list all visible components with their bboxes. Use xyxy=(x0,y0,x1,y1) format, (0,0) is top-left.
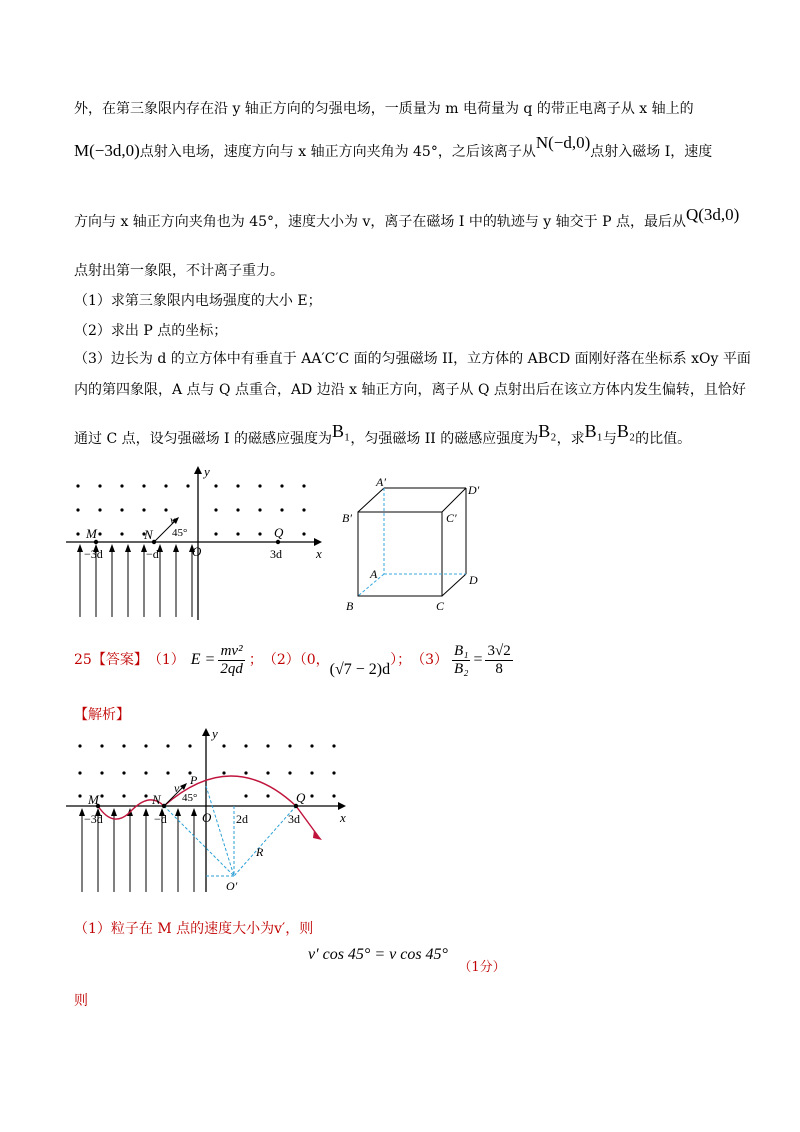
p-coordinate: (√7 − 2)d xyxy=(329,661,391,678)
problem-line-2 xyxy=(74,133,713,161)
label-a: A xyxy=(370,567,378,581)
label-angle: 45° xyxy=(172,527,188,539)
label-v: v xyxy=(170,513,176,527)
problem-line-1: 外，在第三象限内存在沿 y 轴正方向的匀强电场，一质量为 m 电荷量为 q 的带正电离子从 x 轴上的 xyxy=(74,101,694,117)
problem-line-3-text: 方向与 x 轴正方向夹角也为 45°，速度大小为 v，离子在磁场 I 中的轨迹与 y 轴交于 P 点，最后从 xyxy=(74,214,686,230)
y-axis-label: y xyxy=(204,464,210,479)
x-axis-label: x xyxy=(316,546,322,561)
label-q: Q xyxy=(274,525,284,540)
label-p: P xyxy=(190,773,198,787)
cube-diagram xyxy=(338,474,498,616)
answer-line xyxy=(74,640,513,680)
problem-line-4: 点射出第一象限，不计离子重力。 xyxy=(74,263,284,279)
answer-part-2-end: ）； xyxy=(390,652,412,668)
point-m: M(−3d,0) xyxy=(74,141,140,160)
field-diagram xyxy=(66,462,336,622)
e-numerator: mv² xyxy=(218,643,245,661)
tick-minus-d-2: −d xyxy=(154,812,167,826)
analysis-then: 则 xyxy=(74,993,88,1009)
question-3-text-e: 的比值。 xyxy=(635,431,692,447)
label-q-2: Q xyxy=(296,790,306,805)
label-m-2: M xyxy=(88,792,99,807)
tick-2d: 2d xyxy=(236,812,248,826)
problem-line-3 xyxy=(74,205,740,231)
label-o-2: O xyxy=(202,810,212,825)
label-angle-2: 45° xyxy=(182,792,198,804)
label-m: M xyxy=(86,526,97,541)
question-3-line-1: （3）边长为 d 的立方体中有垂直于 AA′C′C 面的匀强磁场 II，立方体的 ABCD 面刚好落在坐标系 xOy 平面 xyxy=(74,351,751,367)
label-c: C xyxy=(436,599,445,613)
label-o: O xyxy=(192,544,202,559)
question-1: （1）求第三象限内电场强度的大小 E； xyxy=(74,293,322,309)
tick-3d-2: 3d xyxy=(288,812,300,826)
equation-1: v′ cos 45° = v cos 45° xyxy=(308,946,448,963)
question-3-text-c: ，求 xyxy=(556,431,585,447)
problem-line-2a: 点射入电场，速度方向与 x 轴正方向夹角为 45°，之后该离子从 xyxy=(139,144,536,160)
problem-line-2b: 点射入磁场 I，速度 xyxy=(590,144,713,160)
label-v-2: v xyxy=(174,781,180,795)
answer-part-2: （2）（0， xyxy=(262,652,330,668)
label-n-2: N xyxy=(152,792,161,807)
b2-symbol: B₂ xyxy=(538,421,557,441)
label-b: B xyxy=(346,599,354,613)
label-n: N xyxy=(144,527,153,542)
ratio-value-denominator: 8 xyxy=(495,660,503,677)
tick-minus-3d: −3d xyxy=(84,547,103,561)
question-3-text-b: ，匀强磁场 II 的磁感应强度为 xyxy=(350,431,539,447)
equation-1-line xyxy=(308,946,506,975)
point-n: N(−d,0) xyxy=(535,133,591,152)
question-2: （2）求出 P 点的坐标； xyxy=(74,323,228,339)
ratio-numerator: B₁ xyxy=(454,642,469,659)
b2-symbol-2: B₂ xyxy=(616,421,636,441)
label-r: R xyxy=(256,845,264,859)
answer-part-1: （1） xyxy=(147,652,185,668)
b1-symbol: B₁ xyxy=(332,421,351,441)
x-axis-label-2: x xyxy=(340,810,346,825)
ratio-equals: = xyxy=(473,651,483,668)
ratio-denominator: B₂ xyxy=(454,660,469,677)
e-fraction xyxy=(218,643,245,678)
trajectory-diagram xyxy=(66,726,356,894)
ratio-value xyxy=(485,643,512,678)
question-3-text-d: 与 xyxy=(602,431,617,447)
tick-3d: 3d xyxy=(270,547,282,561)
point-q: Q(3d,0) xyxy=(685,205,740,224)
label-d: D xyxy=(469,573,478,587)
e-denominator: 2qd xyxy=(220,660,243,677)
ratio-fraction xyxy=(452,643,470,678)
answer-part-3: （3） xyxy=(411,652,449,668)
y-axis-label-2: y xyxy=(212,726,218,741)
answer-prefix: 25【答案】 xyxy=(74,652,148,668)
tick-minus-3d-2: −3d xyxy=(84,812,103,826)
label-o-prime: O′ xyxy=(226,879,238,893)
analysis-step-1: （1）粒子在 M 点的速度大小为v′，则 xyxy=(74,921,314,937)
magnetic-field-dots xyxy=(76,484,305,535)
question-3-line-3 xyxy=(74,421,692,448)
label-b-prime: B′ xyxy=(342,511,352,525)
score-1: （1分） xyxy=(458,960,506,975)
b1-symbol-2: B₁ xyxy=(584,421,603,441)
label-c-prime: C′ xyxy=(446,511,457,525)
ratio-value-numerator: 3√2 xyxy=(487,642,511,659)
question-3-line-2: 内的第四象限，A 点与 Q 点重合，AD 边沿 x 轴正方向，离子从 Q 点射出后在该立方体内发生偏转，且恰好 xyxy=(74,382,746,398)
e-lhs: E = xyxy=(190,651,216,668)
label-a-prime: A′ xyxy=(376,475,386,489)
question-3-text-a: 通过 C 点，设匀强磁场 I 的磁感应强度为 xyxy=(74,431,333,447)
analysis-heading: 【解析】 xyxy=(74,707,130,723)
answer-sep-1: ； xyxy=(248,652,263,668)
tick-minus-d: −d xyxy=(146,547,159,561)
label-d-prime: D′ xyxy=(468,483,480,497)
